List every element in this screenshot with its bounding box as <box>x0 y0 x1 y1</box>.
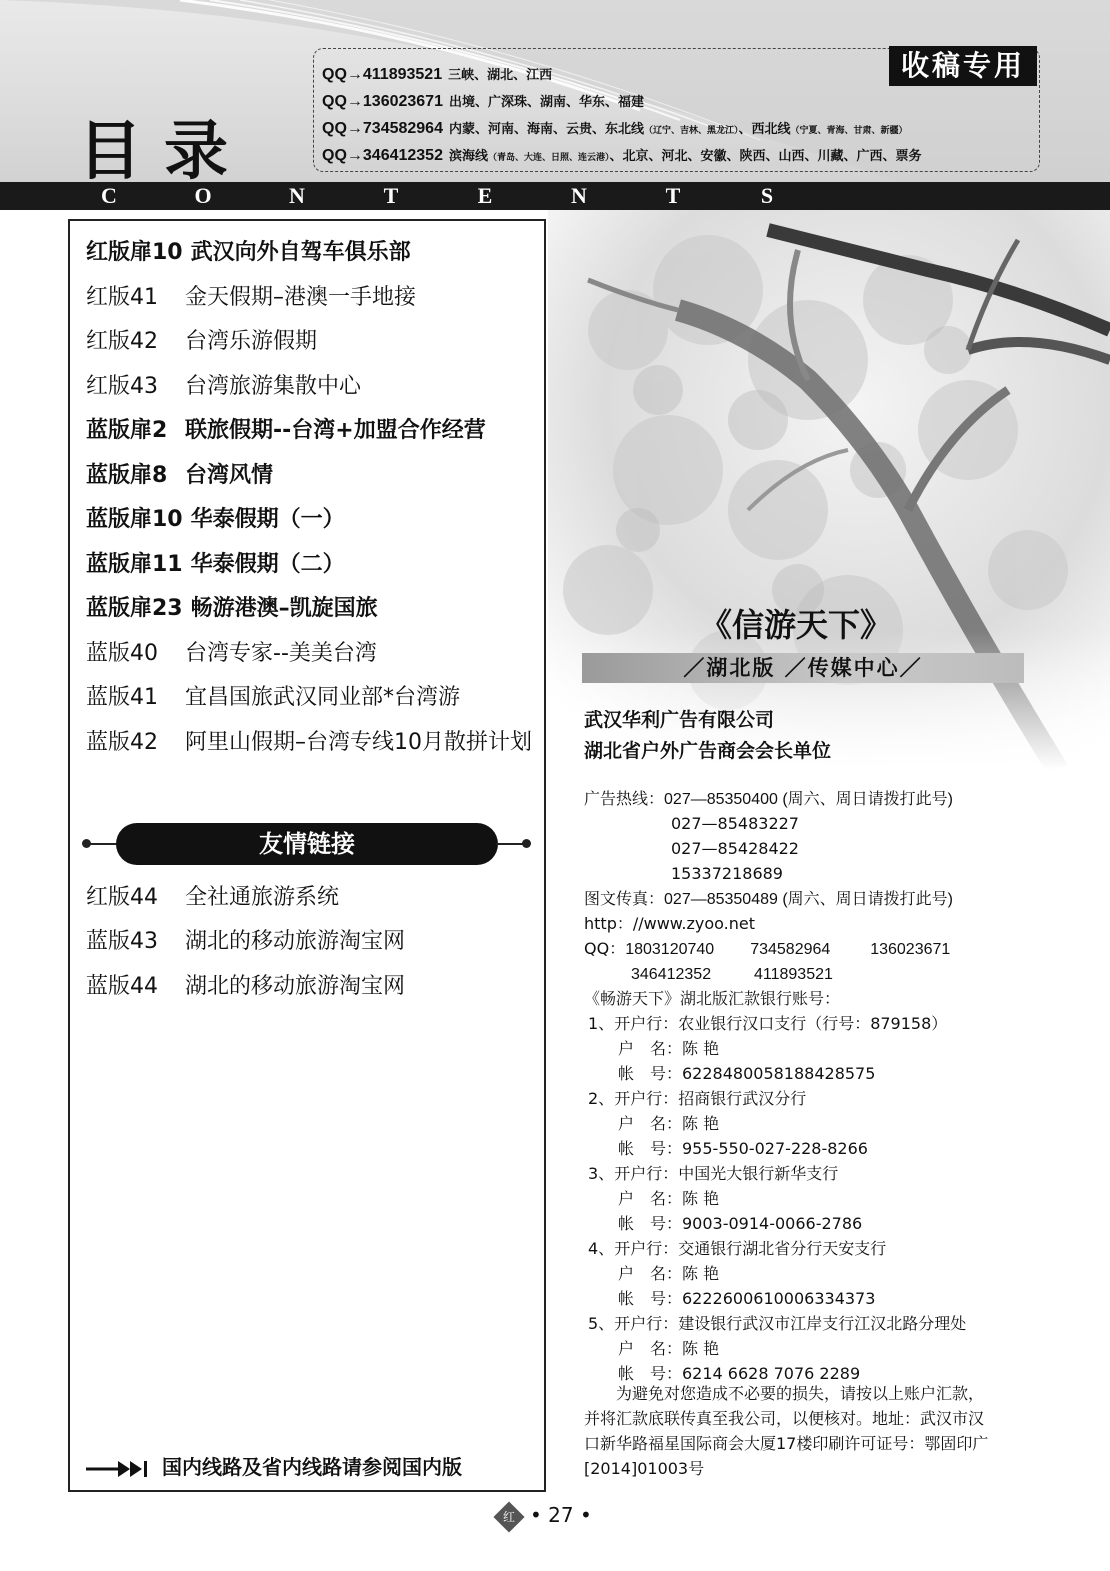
toc-item[interactable] <box>86 369 361 400</box>
toc-page: 蓝版41 <box>86 685 158 710</box>
notice-line: [2014]01003号 <box>584 1459 705 1478</box>
toc-title: 联旅假期--台湾+加盟合作经营 <box>185 418 486 443</box>
toc-item[interactable] <box>86 413 486 444</box>
friend-link-item[interactable] <box>86 924 405 955</box>
toc-title: 全社通旅游系统 <box>185 885 340 910</box>
footer-note <box>86 1451 462 1480</box>
qq-number: QQ→411893521 <box>322 66 443 83</box>
bank-index: 5、 <box>588 1314 615 1333</box>
friend-links-title: 友情链接 <box>116 823 498 865</box>
notice-line: 为避免对您造成不必要的损失，请按以上账户汇款， <box>584 1384 985 1403</box>
ad-hotline: 027—85428422 <box>671 839 799 858</box>
bank-name: 开户行：交通银行湖北省分行天安支行 <box>614 1239 887 1258</box>
page-title: 目录 <box>78 115 250 182</box>
ad-hotline: 15337218689 <box>671 864 783 883</box>
ad-hotline-label: 广告热线： <box>584 789 665 808</box>
account-holder: 户 名：陈 艳 <box>618 1264 720 1283</box>
qq-label: QQ： <box>584 939 626 958</box>
qq-areas-detail: （辽宁、吉林、黑龙江） <box>644 126 739 136</box>
tree-photo <box>548 210 1110 770</box>
contents-letter: N <box>289 183 305 208</box>
ad-hotline-row <box>584 786 953 812</box>
website-link[interactable]: http：//www.zyoo.net <box>584 914 756 933</box>
toc-item[interactable] <box>86 280 416 311</box>
ad-hotline: 027—85350400 (周六、周日请拨打此号) <box>664 791 954 808</box>
qq-areas-detail-2: （宁夏、青海、甘肃、新疆） <box>790 126 908 136</box>
toc-page: 蓝版扉8 <box>86 463 168 488</box>
tree-illustration <box>548 210 1110 770</box>
double-arrow-icon <box>86 1459 154 1479</box>
qq-areas: 滨海线 <box>448 149 488 164</box>
footer-note-text: 国内线路及省内线路请参阅国内版 <box>162 1455 462 1479</box>
bank-entry <box>588 1086 806 1111</box>
friend-link-item[interactable] <box>86 969 405 1000</box>
account-number: 帐 号：9003-0914-0066-2786 <box>618 1214 863 1233</box>
qq-number: 1803120740 <box>625 941 715 958</box>
toc-page: 蓝版扉23 <box>86 596 183 621</box>
toc-page: 红版扉10 <box>86 240 183 265</box>
toc-item[interactable] <box>86 680 460 711</box>
toc-title: 华泰假期（一） <box>190 507 345 532</box>
account-holder: 户 名：陈 艳 <box>618 1339 720 1358</box>
qq-line-4 <box>322 145 922 165</box>
toc-item[interactable] <box>86 235 411 266</box>
qq-number: 411893521 <box>754 966 833 983</box>
qq-areas-tail: 、北京、河北、安徽、陕西、山西、川藏、广西、票务 <box>609 149 922 164</box>
bank-entry <box>588 1161 838 1186</box>
account-holder: 户 名：陈 艳 <box>618 1039 720 1058</box>
divider <box>88 843 118 845</box>
toc-page: 红版43 <box>86 374 158 399</box>
contents-letter: T <box>665 183 681 208</box>
toc-title: 台湾风情 <box>185 463 274 488</box>
notice-line: 并将汇款底联传真至我公司，以便核对。地址：武汉市汉 <box>584 1409 985 1428</box>
publication-band <box>582 653 1024 683</box>
account-holder: 户 名：陈 艳 <box>618 1114 720 1133</box>
bank-entry <box>588 1311 966 1336</box>
remittance-notice <box>584 1381 1032 1481</box>
bank-index: 4、 <box>588 1239 615 1258</box>
bank-index: 3、 <box>588 1164 615 1183</box>
bank-section-title: 《畅游天下》湖北版汇款银行账号： <box>584 989 841 1008</box>
qq-areas: 出境、广深珠、湖南、华东、福建 <box>448 95 644 110</box>
fax-row <box>584 886 953 912</box>
ad-hotline: 027—85483227 <box>671 814 799 833</box>
toc-title: 华泰假期（二） <box>190 552 345 577</box>
qq-number: 734582964 <box>750 941 831 958</box>
contents-letter: E <box>477 183 493 208</box>
toc-item[interactable] <box>86 636 377 667</box>
bank-name: 开户行：建设银行武汉市江岸支行江汉北路分理处 <box>614 1314 967 1333</box>
qq-number: QQ→346412352 <box>322 147 443 164</box>
qq-number: QQ→136023671 <box>322 93 443 110</box>
account-number: 帐 号：955-550-027-228-8266 <box>618 1139 868 1158</box>
friend-links-header <box>74 823 534 865</box>
bank-entry <box>588 1236 886 1261</box>
toc-item[interactable] <box>86 324 317 355</box>
fax-number: 027—85350489 (周六、周日请拨打此号) <box>664 891 954 908</box>
bank-index: 2、 <box>588 1089 615 1108</box>
toc-title: 阿里山假期–台湾专线10月散拼计划 <box>185 730 532 755</box>
toc-item[interactable] <box>86 725 532 756</box>
contents-letter: T <box>383 183 399 208</box>
fax-label: 图文传真： <box>584 889 665 908</box>
bank-index: 1、 <box>588 1014 615 1033</box>
toc-title: 台湾旅游集散中心 <box>185 374 362 399</box>
company-title: 湖北省户外广告商会会长单位 <box>584 740 832 762</box>
qq-number: 346412352 <box>631 966 712 983</box>
toc-page: 蓝版40 <box>86 641 158 666</box>
qq-number: 136023671 <box>870 941 951 958</box>
toc-title: 金天假期–港澳一手地接 <box>185 285 417 310</box>
qq-line-3 <box>322 118 908 138</box>
toc-title: 宜昌国旅武汉同业部*台湾游 <box>185 685 461 710</box>
qq-areas: 三峡、湖北、江西 <box>448 68 553 83</box>
qq-areas-tail: 、西北线 <box>738 122 791 137</box>
contents-letter: N <box>571 183 587 208</box>
toc-page: 红版41 <box>86 285 158 310</box>
account-holder: 户 名：陈 艳 <box>618 1189 720 1208</box>
bank-name: 开户行：农业银行汉口支行（行号：879158） <box>614 1014 948 1033</box>
toc-page: 蓝版扉10 <box>86 507 183 532</box>
toc-title: 畅游港澳–凯旋国旅 <box>190 596 378 621</box>
toc-title: 湖北的移动旅游淘宝网 <box>185 929 406 954</box>
account-number: 帐 号：6214 6628 7076 2289 <box>618 1364 861 1383</box>
toc-title: 台湾乐游假期 <box>185 329 318 354</box>
contents-letter: O <box>194 183 212 208</box>
qq-areas: 内蒙、河南、海南、云贵、东北线 <box>448 122 644 137</box>
toc-title: 湖北的移动旅游淘宝网 <box>185 974 406 999</box>
collect-badge: 收稿专用 <box>889 46 1037 86</box>
toc-item[interactable] <box>86 458 273 489</box>
bank-entry <box>588 1011 947 1036</box>
contents-letter: S <box>760 183 774 208</box>
friend-link-item[interactable] <box>86 880 339 911</box>
qq-line-2 <box>322 91 644 111</box>
toc-page: 蓝版扉11 <box>86 552 183 577</box>
toc-title: 武汉向外自驾车俱乐部 <box>190 240 411 265</box>
qq-row-2 <box>631 961 833 987</box>
toc-page: 红版44 <box>86 885 158 910</box>
qq-row <box>584 936 950 962</box>
bank-name: 开户行：中国光大银行新华支行 <box>614 1164 839 1183</box>
notice-line: 口新华路福星国际商会大厦17楼印刷许可证号：鄂固印广 <box>584 1434 989 1453</box>
bank-name: 开户行：招商银行武汉分行 <box>614 1089 807 1108</box>
contents-letter: C <box>101 183 117 208</box>
qq-areas-detail: （青岛、大连、日照、连云港） <box>488 153 610 163</box>
toc-page: 蓝版42 <box>86 730 158 755</box>
qq-number: QQ→734582964 <box>322 120 443 137</box>
contents-bar <box>0 182 1110 210</box>
account-number: 帐 号：6228480058188428575 <box>618 1064 876 1083</box>
page-number-text: • 27 • <box>530 1503 592 1527</box>
publication-title: 《信游天下》 <box>700 606 893 644</box>
toc-title: 台湾专家--美美台湾 <box>185 641 377 666</box>
edition-badge-icon: 红 <box>493 1501 524 1532</box>
bullet-dot-icon <box>522 839 531 848</box>
account-number: 帐 号：6222600610006334373 <box>618 1289 876 1308</box>
qq-line-1 <box>322 64 552 84</box>
publication-band-text: ／湖北版 ／传媒中心／ <box>683 656 923 680</box>
toc-page: 红版42 <box>86 329 158 354</box>
toc-page: 蓝版44 <box>86 974 158 999</box>
page-number <box>498 1503 592 1528</box>
toc-page: 蓝版43 <box>86 929 158 954</box>
company-name: 武汉华利广告有限公司 <box>584 709 775 731</box>
toc-item[interactable] <box>86 547 345 578</box>
toc-page: 蓝版扉2 <box>86 418 168 443</box>
toc-item[interactable] <box>86 502 345 533</box>
toc-item[interactable] <box>86 591 378 622</box>
